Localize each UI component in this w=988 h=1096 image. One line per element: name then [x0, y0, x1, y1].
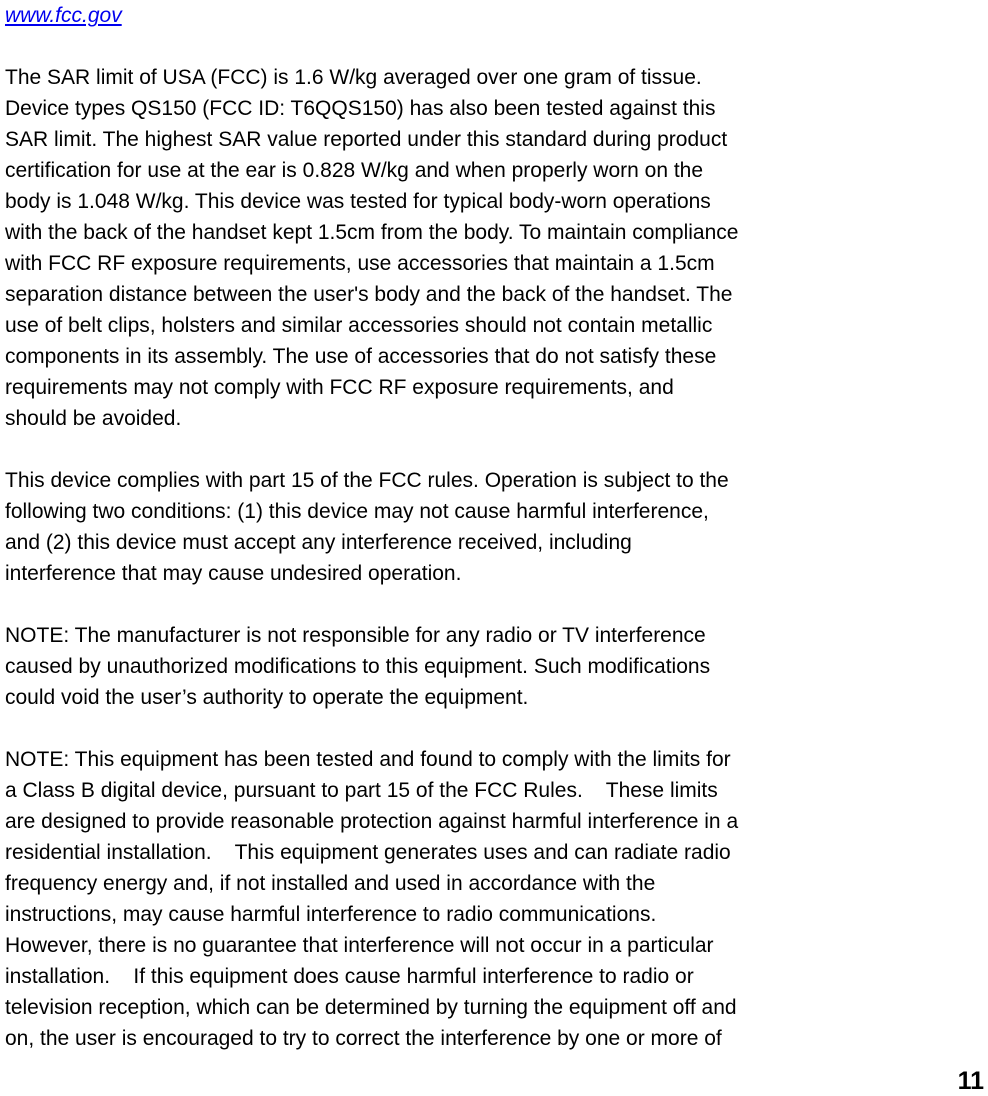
- text-line: residential installation. This equipment generates uses and can radiate radio: [5, 841, 731, 864]
- sar-paragraph: [5, 62, 980, 434]
- text-line: on, the user is encouraged to try to correct the interference by one or more of: [5, 1027, 722, 1050]
- text-line: should be avoided.: [5, 407, 182, 430]
- part15-compliance-paragraph: [5, 465, 980, 589]
- text-line: certification for use at the ear is 0.828 W/kg and when properly worn on the: [5, 159, 704, 182]
- text-line: The SAR limit of USA (FCC) is 1.6 W/kg averaged over one gram of tissue.: [5, 66, 702, 89]
- text-line: with FCC RF exposure requirements, use accessories that maintain a 1.5cm: [5, 252, 715, 275]
- text-line: television reception, which can be determined by turning the equipment off and: [5, 996, 737, 1019]
- class-b-note-paragraph: [5, 744, 980, 1054]
- text-line: could void the user’s authority to operate the equipment.: [5, 686, 529, 709]
- text-line: are designed to provide reasonable protection against harmful interference in a: [5, 810, 739, 833]
- text-line: body is 1.048 W/kg. This device was tested for typical body-worn operations: [5, 190, 711, 213]
- text-line: separation distance between the user's body and the back of the handset. The: [5, 283, 733, 306]
- text-line: components in its assembly. The use of accessories that do not satisfy these: [5, 345, 717, 368]
- text-line: However, there is no guarantee that interference will not occur in a particular: [5, 934, 714, 957]
- text-line: NOTE: This equipment has been tested and found to comply with the limits for: [5, 748, 731, 771]
- text-line: following two conditions: (1) this device may not cause harmful interference,: [5, 500, 709, 523]
- text-line: requirements may not comply with FCC RF exposure requirements, and: [5, 376, 674, 399]
- text-line: interference that may cause undesired operation.: [5, 562, 462, 585]
- page-number: 11: [957, 1067, 984, 1095]
- text-line: instructions, may cause harmful interference to radio communications.: [5, 903, 657, 926]
- text-line: SAR limit. The highest SAR value reported under this standard during product: [5, 128, 728, 151]
- text-line: a Class B digital device, pursuant to part 15 of the FCC Rules. These limits: [5, 779, 718, 802]
- text-line: caused by unauthorized modifications to this equipment. Such modifications: [5, 655, 711, 678]
- text-line: NOTE: The manufacturer is not responsible for any radio or TV interference: [5, 624, 706, 647]
- text-line: This device complies with part 15 of the FCC rules. Operation is subject to the: [5, 469, 729, 492]
- fcc-website-link[interactable]: www.fcc.gov: [5, 4, 122, 27]
- text-line: use of belt clips, holsters and similar accessories should not contain metallic: [5, 314, 713, 337]
- text-line: with the back of the handset kept 1.5cm from the body. To maintain compliance: [5, 221, 739, 244]
- text-line: Device types QS150 (FCC ID: T6QQS150) has also been tested against this: [5, 97, 716, 120]
- manufacturer-note-paragraph: [5, 620, 980, 713]
- text-line: installation. If this equipment does cause harmful interference to radio or: [5, 965, 694, 988]
- text-line: frequency energy and, if not installed and used in accordance with the: [5, 872, 656, 895]
- document-page: [5, 0, 980, 1085]
- text-line: and (2) this device must accept any interference received, including: [5, 531, 632, 554]
